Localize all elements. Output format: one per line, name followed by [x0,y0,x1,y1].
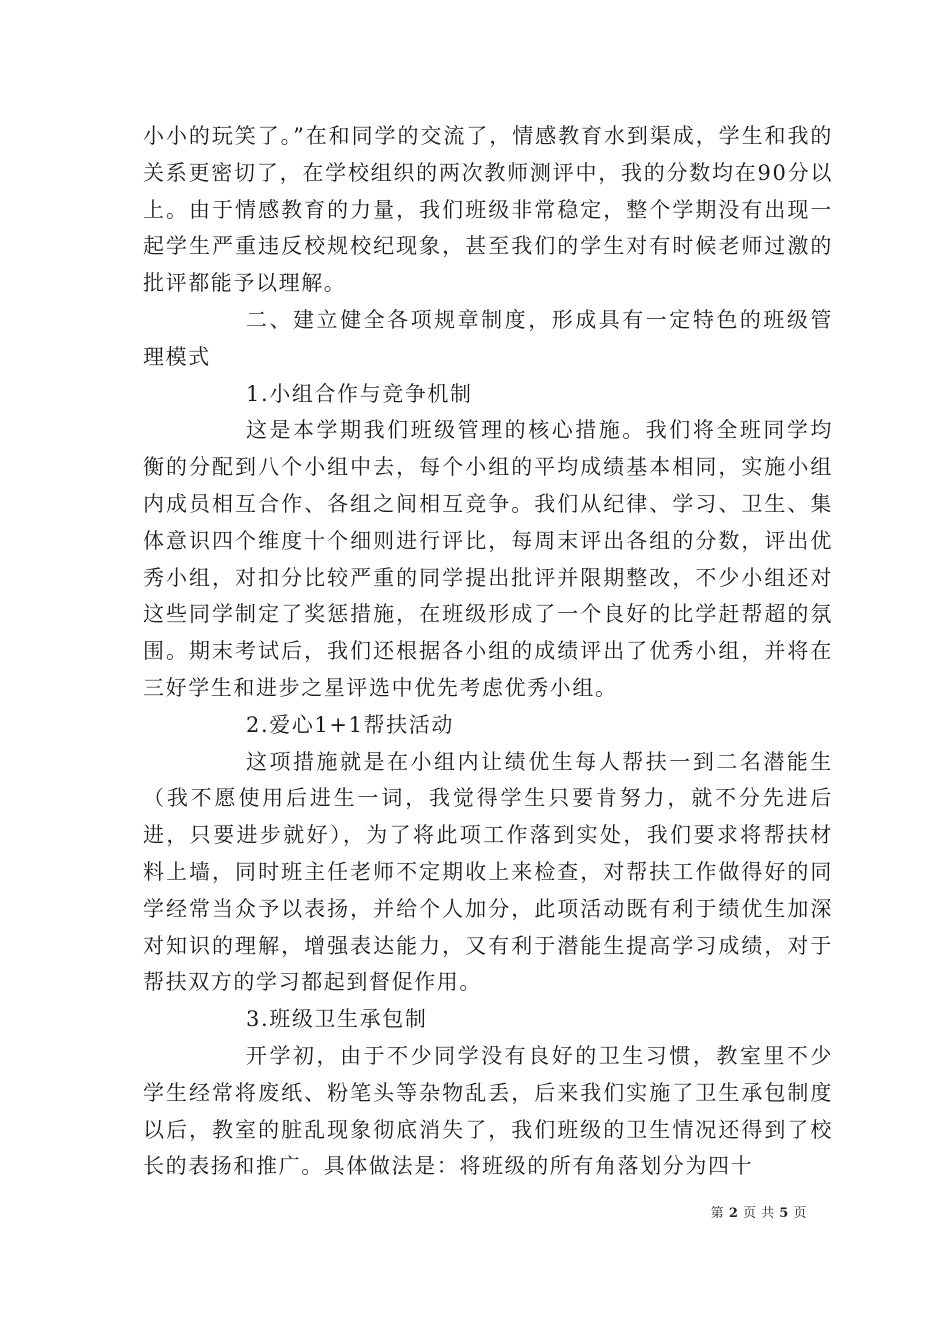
total-page-number: 5 [779,1206,789,1221]
paragraph-continued: 小小的玩笑了。”在和同学的交流了，情感教育水到渠成，学生和我的关系更密切了，在学校组织的两次教师测评中，我的分数均在90分以上。由于情感教育的力量，我们班级非常稳定，整个学期没有出现一起学生严重违反校规校纪现象，甚至我们的学生对有时候老师过激的批评都能予以理解。 [143,124,833,296]
section-heading-2: 二、建立健全各项规章制度，形成具有一定特色的班级管理模式 [143,307,833,369]
page-number-footer [711,1202,807,1221]
paragraph-mentoring: 这项措施就是在小组内让绩优生每人帮扶一到二名潜能生（我不愿使用后进生一词，我觉得学生只要肯努力，就不分先进后进，只要进步就好），为了将此项工作落到实处，我们要求将帮扶材料上墙，同时班主任老师不定期收上来检查，对帮扶工作做得好的同学经常当众予以表扬，并给个人加分，此项活动既有利于绩优生加深对知识的理解，增强表达能力，又有利于潜能生提高学习成绩，对于帮扶双方的学习都起到督促作用。 [143,749,833,995]
subheading-group-cooperation: 1.小组合作与竞争机制 [246,381,473,406]
subheading-mentoring: 2.爱心1+1帮扶活动 [246,712,454,737]
footer-middle: 页 共 [743,1206,775,1221]
subheading-hygiene: 3.班级卫生承包制 [246,1007,428,1032]
footer-suffix: 页 [793,1206,807,1221]
paragraph-hygiene: 开学初，由于不少同学没有良好的卫生习惯，教室里不少学生经常将废纸、粉笔头等杂物乱丢，后来我们实施了卫生承包制度以后，教室的脏乱现象彻底消失了，我们班级的卫生情况还得到了校长的表扬和推广。具体做法是：将班级的所有角落划分为四十 [143,1043,833,1179]
page-body [143,118,833,1185]
paragraph-group-cooperation: 这是本学期我们班级管理的核心措施。我们将全班同学均衡的分配到八个小组中去，每个小组的平均成绩基本相同，实施小组内成员相互合作、各组之间相互竞争。我们从纪律、学习、卫生、集体意识四个维度十个细则进行评比，每周末评出各组的分数，评出优秀小组，对扣分比较严重的同学提出批评并限期整改，不少小组还对这些同学制定了奖惩措施，在班级形成了一个良好的比学赶帮超的氛围。期末考试后，我们还根据各小组的成绩评出了优秀小组，并将在三好学生和进步之星评选中优先考虑优秀小组。 [143,418,833,700]
current-page-number: 2 [728,1206,739,1221]
footer-prefix: 第 [710,1206,725,1221]
